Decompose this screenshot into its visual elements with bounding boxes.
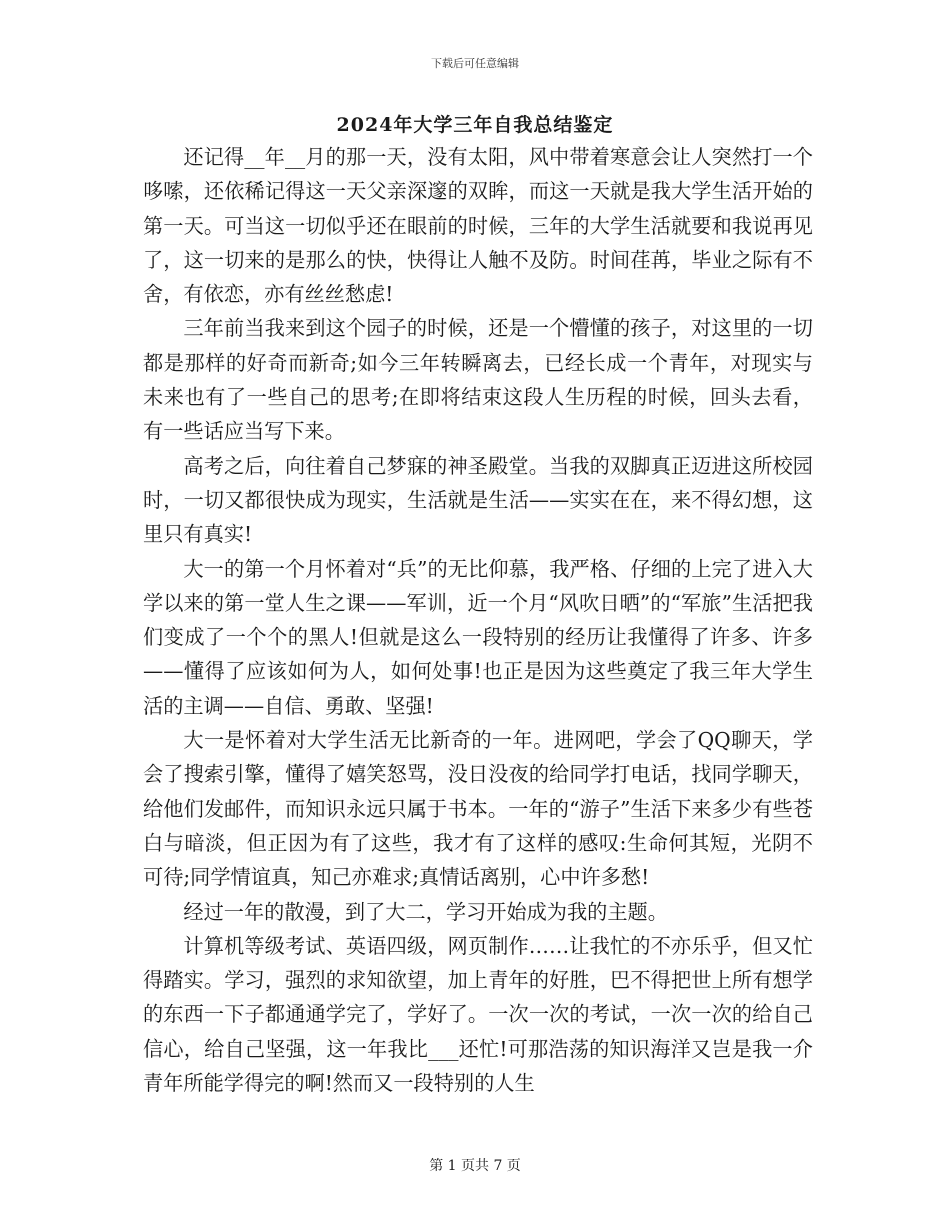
document-title: 2024年大学三年自我总结鉴定 <box>336 114 614 136</box>
paragraph: 高考之后，向往着自己梦寐的神圣殿堂。当我的双脚真正迈进这所校园时，一切又都很快成为现实，生活就是生活——实实在在，来不得幻想，这里只有真实! <box>143 453 813 547</box>
document-body <box>143 140 813 1100</box>
header-note: 下载后可任意编辑 <box>431 57 519 70</box>
paragraph: 经过一年的散漫，到了大二，学习开始成为我的主题。 <box>183 899 668 924</box>
paragraph: 大一的第一个月怀着对“兵”的无比仰慕，我严格、仔细的上完了进入大学以来的第一堂人生之课——军训，近一个月“风吹日晒”的“军旅”生活把我们变成了一个个的黑人!但就是这么一段特别的经历让我懂得了许多、许多——懂得了应该如何为人，如何处事!也正是因为这些奠定了我三年大学生活的主调——自信、勇敢、坚强! <box>143 556 813 718</box>
paragraph: 还记得__年__月的那一天，没有太阳，风中带着寒意会让人突然打一个哆嗦，还依稀记得这一天父亲深邃的双眸，而这一天就是我大学生活开始的第一天。可当这一切似乎还在眼前的时候，三年的大学生活就要和我说再见了，这一切来的是那么的快，快得让人触不及防。时间荏苒，毕业之际有不舍，有依恋，亦有丝丝愁虑! <box>143 145 813 307</box>
paragraph: 计算机等级考试、英语四级，网页制作……让我忙的不亦乐乎，但又忙得踏实。学习，强烈的求知欲望，加上青年的好胜，巴不得把世上所有想学的东西一下子都通通学完了，学好了。一次一次的考试，一次一次的给自己信心，给自己坚强，这一年我比___还忙!可那浩荡的知识海洋又岂是我一介青年所能学得完的啊!然而又一段特别的人生 <box>143 933 813 1096</box>
paragraph: 大一是怀着对大学生活无比新奇的一年。进网吧，学会了QQ聊天，学会了搜索引擎，懂得了嬉笑怒骂，没日没夜的给同学打电话，找同学聊天，给他们发邮件，而知识永远只属于书本。一年的“游子”生活下来多少有些苍白与暗淡，但正因为有了这些，我才有了这样的感叹:生命何其短，光阴不可待;同学情谊真，知己亦难求;真情话离别，心中许多愁! <box>143 728 813 890</box>
page-number: 第 1 页共 7 页 <box>429 1158 521 1174</box>
paragraph: 三年前当我来到这个园子的时候，还是一个懵懂的孩子，对这里的一切都是那样的好奇而新奇;如今三年转瞬离去，已经长成一个青年，对现实与未来也有了一些自己的思考;在即将结束这段人生历程的时候，回头去看，有一些话应当写下来。 <box>143 316 813 444</box>
